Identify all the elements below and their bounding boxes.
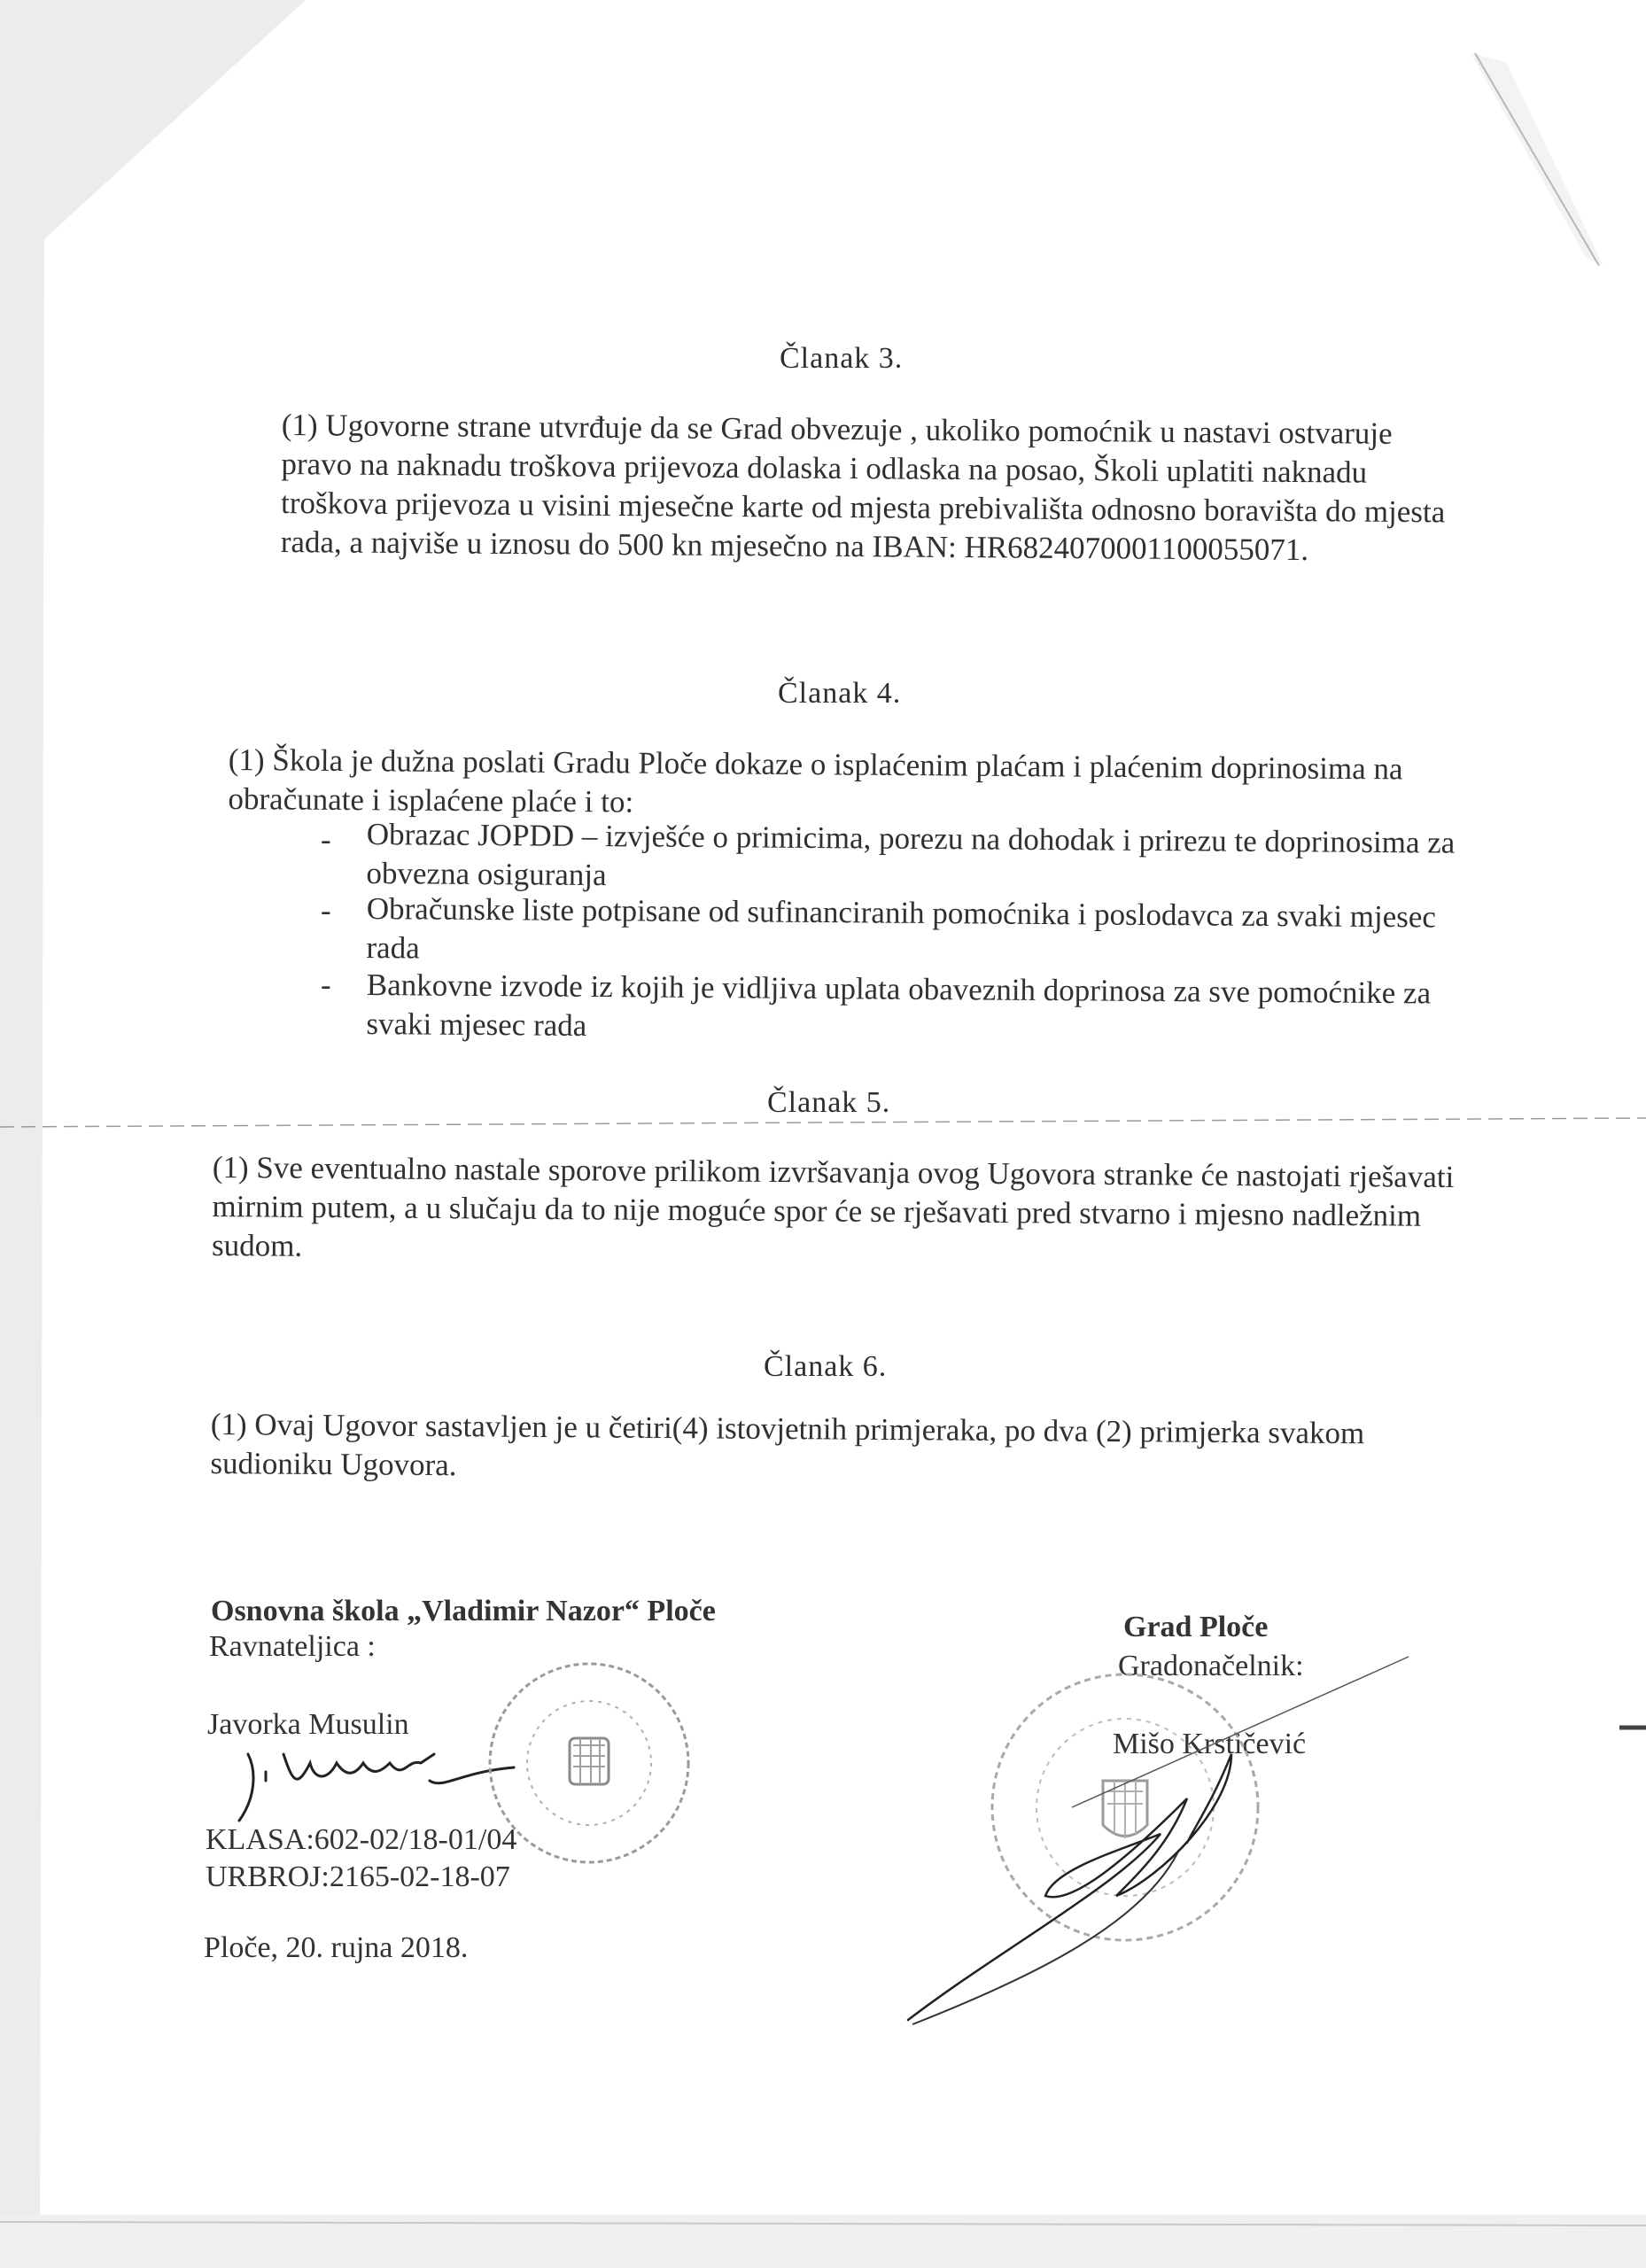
city-handwritten-signature <box>895 1630 1426 2038</box>
article-6-paragraph: (1) Ovaj Ugovor sastavljen je u četiri(4) istovjetnih primjeraka, po dva (2) primjerka svakom sudioniku Ugovora. <box>210 1406 1365 1483</box>
article-4-list-item-1: Obrazac JOPDD – izvješće o primicima, porezu na dohodak i prirezu te doprinosima za obvezna osiguranja <box>366 816 1456 893</box>
school-name: Osnovna škola „Vladimir Nazor“ Ploče <box>211 1595 716 1627</box>
top-left-corner-shadow <box>0 0 306 2268</box>
school-official-stamp <box>483 1657 695 1869</box>
article-4-list-item-2: Obračunske liste potpisane od sufinanciranih pomoćnika i poslodavca za svaki mjesec rada <box>366 890 1437 966</box>
article-5-heading: Članak 5. <box>767 1086 891 1119</box>
city-role: Gradonačelnik: <box>1118 1650 1304 1682</box>
urbroj-number: URBROJ:2165-02-18-07 <box>206 1860 510 1893</box>
top-right-fold-line <box>1475 53 1599 266</box>
school-role: Ravnateljica : <box>209 1630 376 1663</box>
city-name: Grad Ploče <box>1123 1611 1269 1643</box>
article-4-paragraph: (1) Škola je dužna poslati Gradu Ploče dokaze o isplaćenim plaćam i plaćenim doprinosima na obračunate i isplaćene plaće i to: <box>228 742 1403 819</box>
place-and-date: Ploče, 20. rujna 2018. <box>204 1931 469 1964</box>
list-dash: - <box>321 893 331 928</box>
article-3-heading: Članak 3. <box>780 342 904 375</box>
list-dash: - <box>321 967 331 1002</box>
article-5-paragraph: (1) Sve eventualno nastale sporove prilikom izvršavanja ovog Ugovora stranke će nastojati rješavati mirnim putem, a u slučaju da to nije moguće spor će se rješavati pred stvarno i mjesno nadležnim sudom. <box>211 1149 1455 1263</box>
list-dash: - <box>321 822 331 857</box>
school-handwritten-signature <box>230 1736 523 1834</box>
article-4-heading: Članak 4. <box>778 677 902 710</box>
klasa-number: KLASA:602-02/18-01/04 <box>206 1823 517 1856</box>
school-signatory-name: Javorka Musulin <box>207 1708 409 1741</box>
article-6-heading: Članak 6. <box>764 1350 888 1383</box>
article-3-paragraph: (1) Ugovorne strane utvrđuje da se Grad obvezuje , ukoliko pomoćnik u nastavi ostvaruje pravo na naknadu troškova prijevoza dolaska i odlaska na posao, Školi uplatiti naknadu troškova prijevoza u visini mjesečne karte od mjesta prebivališta odnosno boravišta do mjesta rada, a najviše u iznosu do 500 kn mjesečno na IBAN: HR6824070001100055071. <box>280 407 1446 568</box>
city-signatory-name: Mišo Krstičević <box>1113 1728 1307 1760</box>
article-4-list-item-3: Bankovne izvode iz kojih je vidljiva uplata obaveznih doprinosa za sve pomoćnike za svaki mjesec rada <box>366 967 1432 1043</box>
